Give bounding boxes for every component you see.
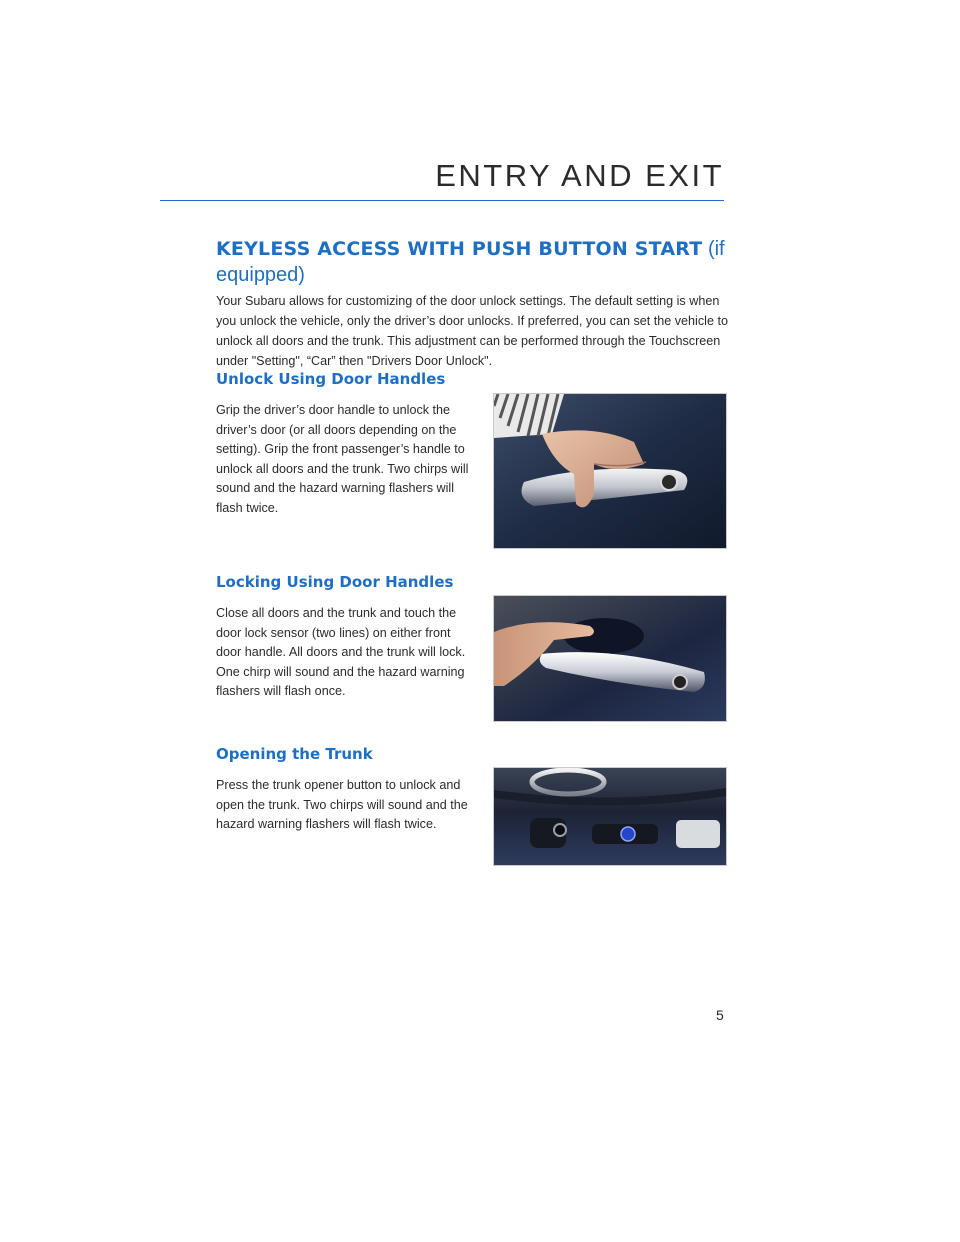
body-locking-door-handles: Close all doors and the trunk and touch the door lock sensor (two lines) on either front door handle. All doors and the trunk will lock. One chirp will sound and the hazard warning flashers will flash once.	[216, 606, 466, 698]
section-header: ENTRY AND EXIT	[435, 158, 724, 193]
intro-paragraph: Your Subaru allows for customizing of the door unlock settings. The default setting is when you unlock the vehicle, only the driver’s door unlocks. If preferred, you can set the vehicle to unlock all doors and the trunk. This adjustment can be performed through the Touchscreen under "Setting", “Car” then "Drivers Door Unlock".	[216, 294, 728, 368]
page-number: 5	[716, 1007, 724, 1023]
body-unlock-door-handles: Grip the driver’s door handle to unlock the driver’s door (or all doors depending on the setting). Grip the front passenger’s handle to unlock all doors and the trunk. Two chirps will sound and the hazard warning flashers will flash twice.	[216, 403, 469, 515]
heading-opening-trunk: Opening the Trunk	[216, 745, 373, 763]
photo-finger-touching-lock-sensor	[493, 595, 727, 722]
heading-locking-door-handles: Locking Using Door Handles	[216, 573, 454, 591]
heading-unlock-door-handles: Unlock Using Door Handles	[216, 370, 446, 388]
photo-hand-gripping-door-handle	[493, 393, 727, 549]
title-bold: KEYLESS ACCESS WITH PUSH BUTTON START	[216, 238, 703, 260]
header-rule	[160, 200, 724, 201]
body-opening-trunk: Press the trunk opener button to unlock and open the trunk. Two chirps will sound and the hazard warning flashers will flash twice.	[216, 778, 468, 831]
title-suffix: (if equipped)	[216, 238, 725, 286]
photo-trunk-opener-button	[493, 767, 727, 866]
page-title	[216, 236, 726, 288]
